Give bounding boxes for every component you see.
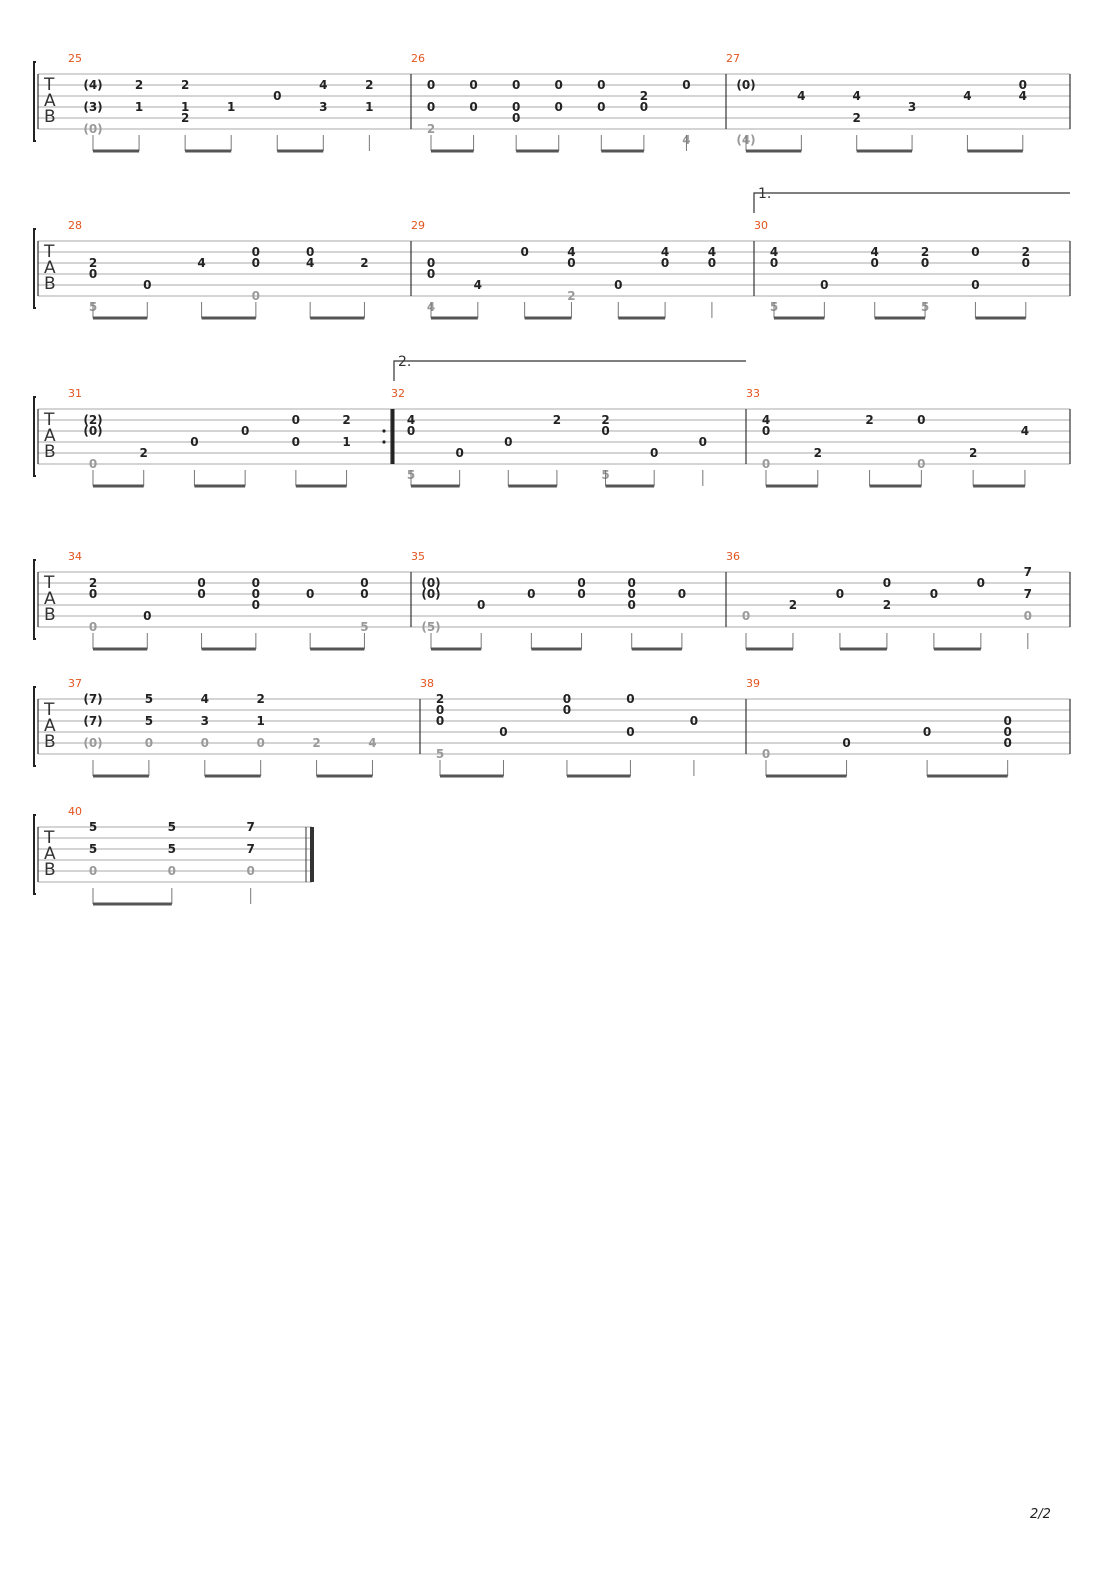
fret-number: 0: [251, 576, 261, 590]
fret-number: 0: [469, 100, 478, 114]
system-bracket: [34, 687, 36, 766]
measure-number: 26: [411, 52, 425, 65]
fret-number: 0: [626, 692, 635, 706]
fret-number: 0: [197, 587, 206, 601]
tab-clef-letter: T: [44, 410, 55, 430]
fret-number: (5): [421, 620, 441, 634]
fret-number: 0: [682, 78, 691, 92]
fret-number: 5: [920, 300, 930, 314]
fret-number: 0: [520, 245, 529, 259]
fret-number: 0: [920, 256, 930, 270]
fret-number: 2: [256, 692, 265, 706]
fret-number: 0: [144, 736, 154, 750]
fret-number: 0: [251, 289, 261, 303]
fret-number: 3: [319, 100, 328, 114]
fret-number: 4: [660, 245, 670, 259]
system-bracket: [34, 229, 36, 308]
fret-number: 3: [907, 100, 917, 114]
fret-number: 1: [180, 100, 190, 114]
fret-number: 0: [240, 424, 250, 438]
fret-number: 5: [360, 620, 369, 634]
fret-number: 2: [852, 111, 861, 125]
fret-number: 2: [920, 245, 930, 259]
fret-number: 0: [707, 256, 717, 270]
fret-number: 2: [180, 111, 190, 125]
page-number: 2/2: [1030, 1507, 1051, 1522]
fret-number: 0: [882, 576, 892, 590]
fret-number: 5: [88, 820, 98, 834]
fret-number: 0: [167, 864, 177, 878]
fret-number: 0: [577, 576, 586, 590]
fret-number: 0: [435, 714, 445, 728]
fret-number: (2): [83, 413, 103, 427]
fret-number: 4: [473, 278, 482, 292]
fret-number: 0: [190, 435, 199, 449]
fret-number: 0: [200, 736, 209, 750]
fret-number: 2: [426, 122, 436, 136]
fret-number: 5: [144, 714, 154, 728]
tab-clef-letter: A: [44, 91, 56, 111]
fret-number: (4): [83, 78, 103, 92]
fret-number: 4: [406, 413, 416, 427]
tab-clef-letter: A: [44, 844, 56, 864]
fret-number: 0: [504, 435, 513, 449]
fret-number: 0: [246, 864, 255, 878]
fret-number: 0: [650, 446, 659, 460]
fret-number: 5: [769, 300, 779, 314]
fret-number: 0: [971, 278, 980, 292]
measure-number: 40: [68, 805, 82, 818]
tab-clef-letter: T: [44, 242, 55, 262]
fret-number: 2: [788, 598, 798, 612]
fret-number: 2: [180, 78, 190, 92]
measure-number: 35: [411, 550, 425, 563]
fret-number: 0: [1003, 714, 1012, 728]
volta-label: 2.: [398, 354, 412, 370]
fret-number: 0: [917, 413, 926, 427]
fret-number: 2: [134, 78, 144, 92]
fret-number: 0: [627, 598, 636, 612]
measure-number: 30: [754, 219, 768, 232]
fret-number: 0: [626, 725, 635, 739]
fret-number: 0: [820, 278, 829, 292]
fret-number: 4: [1018, 89, 1027, 103]
fret-number: 0: [406, 424, 416, 438]
fret-number: (4): [736, 133, 756, 147]
fret-number: 0: [689, 714, 699, 728]
fret-number: 0: [976, 576, 986, 590]
measure-number: 33: [746, 387, 760, 400]
fret-number: 0: [360, 576, 369, 590]
fret-number: (0): [421, 587, 441, 601]
fret-number: 2: [567, 289, 576, 303]
fret-number: 1: [365, 100, 374, 114]
fret-number: 4: [200, 692, 209, 706]
measure-number: 38: [420, 677, 434, 690]
fret-number: 2: [882, 598, 892, 612]
fret-number: 2: [360, 256, 369, 270]
fret-number: 0: [527, 587, 536, 601]
fret-number: 2: [552, 413, 562, 427]
fret-number: 7: [246, 842, 255, 856]
measure-number: 37: [68, 677, 82, 690]
fret-number: 0: [197, 576, 206, 590]
fret-number: 0: [88, 457, 98, 471]
fret-number: 4: [870, 245, 879, 259]
measure-number: 28: [68, 219, 82, 232]
fret-number: 0: [426, 267, 436, 281]
fret-number: 1: [227, 100, 236, 114]
tab-clef-letter: A: [44, 426, 56, 446]
tab-clef-letter: T: [44, 828, 55, 848]
fret-number: 4: [319, 78, 328, 92]
fret-number: 0: [677, 587, 687, 601]
fret-number: 4: [852, 89, 861, 103]
volta-bracket: [394, 361, 746, 381]
fret-number: 5: [435, 747, 445, 761]
tab-clef-letter: B: [44, 107, 56, 127]
fret-number: (3): [83, 100, 103, 114]
fret-number: 0: [251, 598, 261, 612]
fret-number: 0: [769, 256, 779, 270]
fret-number: 7: [1023, 565, 1032, 579]
fret-number: 0: [562, 703, 572, 717]
tab-clef-letter: T: [44, 573, 55, 593]
fret-number: 0: [1023, 609, 1032, 623]
tab-clef-letter: B: [44, 860, 56, 880]
fret-number: 0: [256, 736, 265, 750]
fret-number: 0: [842, 736, 851, 750]
fret-number: 0: [273, 89, 282, 103]
fret-number: 0: [469, 78, 478, 92]
fret-number: 4: [761, 413, 771, 427]
volta-bracket: [754, 193, 1070, 213]
fret-number: 2: [601, 413, 610, 427]
fret-number: 5: [88, 842, 98, 856]
fret-number: 0: [929, 587, 939, 601]
fret-number: 0: [835, 587, 845, 601]
fret-number: 4: [305, 256, 315, 270]
fret-number: 5: [167, 820, 177, 834]
fret-number: 5: [167, 842, 177, 856]
fret-number: 0: [660, 256, 670, 270]
fret-number: (0): [83, 424, 103, 438]
fret-number: 0: [554, 78, 563, 92]
fret-number: 0: [455, 446, 464, 460]
fret-number: 0: [476, 598, 486, 612]
fret-number: 5: [144, 692, 154, 706]
fret-number: 0: [577, 587, 586, 601]
fret-number: 2: [968, 446, 978, 460]
tab-clef-letter: T: [44, 75, 55, 95]
fret-number: 0: [614, 278, 623, 292]
fret-number: 0: [88, 620, 98, 634]
repeat-dot: [382, 429, 385, 432]
measure-number: 34: [68, 550, 82, 563]
fret-number: 4: [426, 300, 436, 314]
fret-number: 0: [601, 424, 610, 438]
fret-number: 0: [639, 100, 649, 114]
fret-number: (7): [83, 714, 103, 728]
tab-clef-letter: B: [44, 732, 56, 752]
fret-number: 0: [499, 725, 508, 739]
fret-number: 7: [246, 820, 255, 834]
tab-clef-letter: A: [44, 589, 56, 609]
tab-clef-letter: A: [44, 716, 56, 736]
fret-number: (7): [83, 692, 103, 706]
fret-number: 1: [256, 714, 265, 728]
measure-number: 36: [726, 550, 740, 563]
fret-number: 0: [1003, 736, 1012, 750]
fret-number: 0: [917, 457, 926, 471]
fret-number: 0: [761, 424, 771, 438]
fret-number: 0: [426, 256, 436, 270]
fret-number: (0): [83, 122, 103, 136]
fret-number: 0: [88, 864, 98, 878]
measure-number: 31: [68, 387, 82, 400]
fret-number: 5: [406, 468, 416, 482]
fret-number: 0: [1021, 256, 1030, 270]
volta-label: 1.: [758, 186, 772, 202]
fret-number: 4: [368, 736, 377, 750]
fret-number: 0: [251, 256, 261, 270]
fret-number: 0: [143, 609, 152, 623]
tab-clef-letter: A: [44, 258, 56, 278]
fret-number: 0: [251, 587, 261, 601]
fret-number: 0: [511, 100, 521, 114]
fret-number: 4: [197, 256, 206, 270]
measure-number: 27: [726, 52, 740, 65]
fret-number: 2: [813, 446, 822, 460]
measure-number: 29: [411, 219, 425, 232]
fret-number: 0: [511, 78, 521, 92]
fret-number: 0: [870, 256, 879, 270]
measure-number: 39: [746, 677, 760, 690]
fret-number: 0: [251, 245, 261, 259]
fret-number: 0: [511, 111, 521, 125]
fret-number: 2: [342, 413, 351, 427]
tab-clef-letter: B: [44, 274, 56, 294]
fret-number: 2: [1021, 245, 1030, 259]
fret-number: 5: [88, 300, 98, 314]
repeat-dot: [382, 440, 385, 443]
fret-number: 0: [360, 587, 369, 601]
fret-number: 2: [639, 89, 649, 103]
fret-number: 2: [88, 576, 98, 590]
fret-number: 0: [554, 100, 563, 114]
fret-number: (0): [736, 78, 756, 92]
fret-number: 0: [426, 100, 436, 114]
system-bracket: [34, 560, 36, 639]
system-bracket: [34, 62, 36, 141]
fret-number: 0: [435, 703, 445, 717]
fret-number: 0: [143, 278, 152, 292]
fret-number: 4: [797, 89, 806, 103]
fret-number: 2: [865, 413, 874, 427]
fret-number: 0: [597, 100, 606, 114]
measure-number: 25: [68, 52, 82, 65]
fret-number: 4: [682, 133, 691, 147]
fret-number: 0: [291, 435, 301, 449]
fret-number: 4: [963, 89, 972, 103]
fret-number: 0: [971, 245, 980, 259]
fret-number: 0: [597, 78, 606, 92]
fret-number: 0: [1003, 725, 1012, 739]
fret-number: (0): [83, 736, 103, 750]
fret-number: 7: [1023, 587, 1032, 601]
fret-number: 4: [567, 245, 576, 259]
fret-number: 3: [200, 714, 209, 728]
fret-number: 2: [312, 736, 321, 750]
fret-number: 0: [562, 692, 572, 706]
system-bracket: [34, 815, 36, 894]
fret-number: 0: [88, 587, 98, 601]
fret-number: 2: [365, 78, 374, 92]
tab-clef-letter: T: [44, 700, 55, 720]
tab-clef-letter: B: [44, 442, 56, 462]
fret-number: 5: [601, 468, 610, 482]
tab-clef-letter: B: [44, 605, 56, 625]
fret-number: 1: [134, 100, 144, 114]
fret-number: 4: [769, 245, 779, 259]
fret-number: 0: [567, 256, 576, 270]
fret-number: 0: [305, 587, 315, 601]
fret-number: 1: [342, 435, 351, 449]
fret-number: 0: [627, 576, 636, 590]
fret-number: 0: [1018, 78, 1027, 92]
fret-number: 0: [741, 609, 751, 623]
fret-number: 0: [305, 245, 315, 259]
fret-number: 0: [426, 78, 436, 92]
fret-number: 0: [88, 267, 98, 281]
fret-number: 0: [698, 435, 707, 449]
fret-number: 2: [435, 692, 445, 706]
fret-number: 0: [627, 587, 636, 601]
fret-number: 4: [707, 245, 717, 259]
fret-number: 0: [761, 457, 771, 471]
fret-number: (0): [421, 576, 441, 590]
fret-number: 2: [139, 446, 148, 460]
fret-number: 0: [922, 725, 932, 739]
measure-number: 32: [391, 387, 405, 400]
fret-number: 4: [1020, 424, 1030, 438]
fret-number: 0: [761, 747, 771, 761]
system-bracket: [34, 397, 36, 476]
fret-number: 0: [291, 413, 301, 427]
fret-number: 2: [88, 256, 98, 270]
